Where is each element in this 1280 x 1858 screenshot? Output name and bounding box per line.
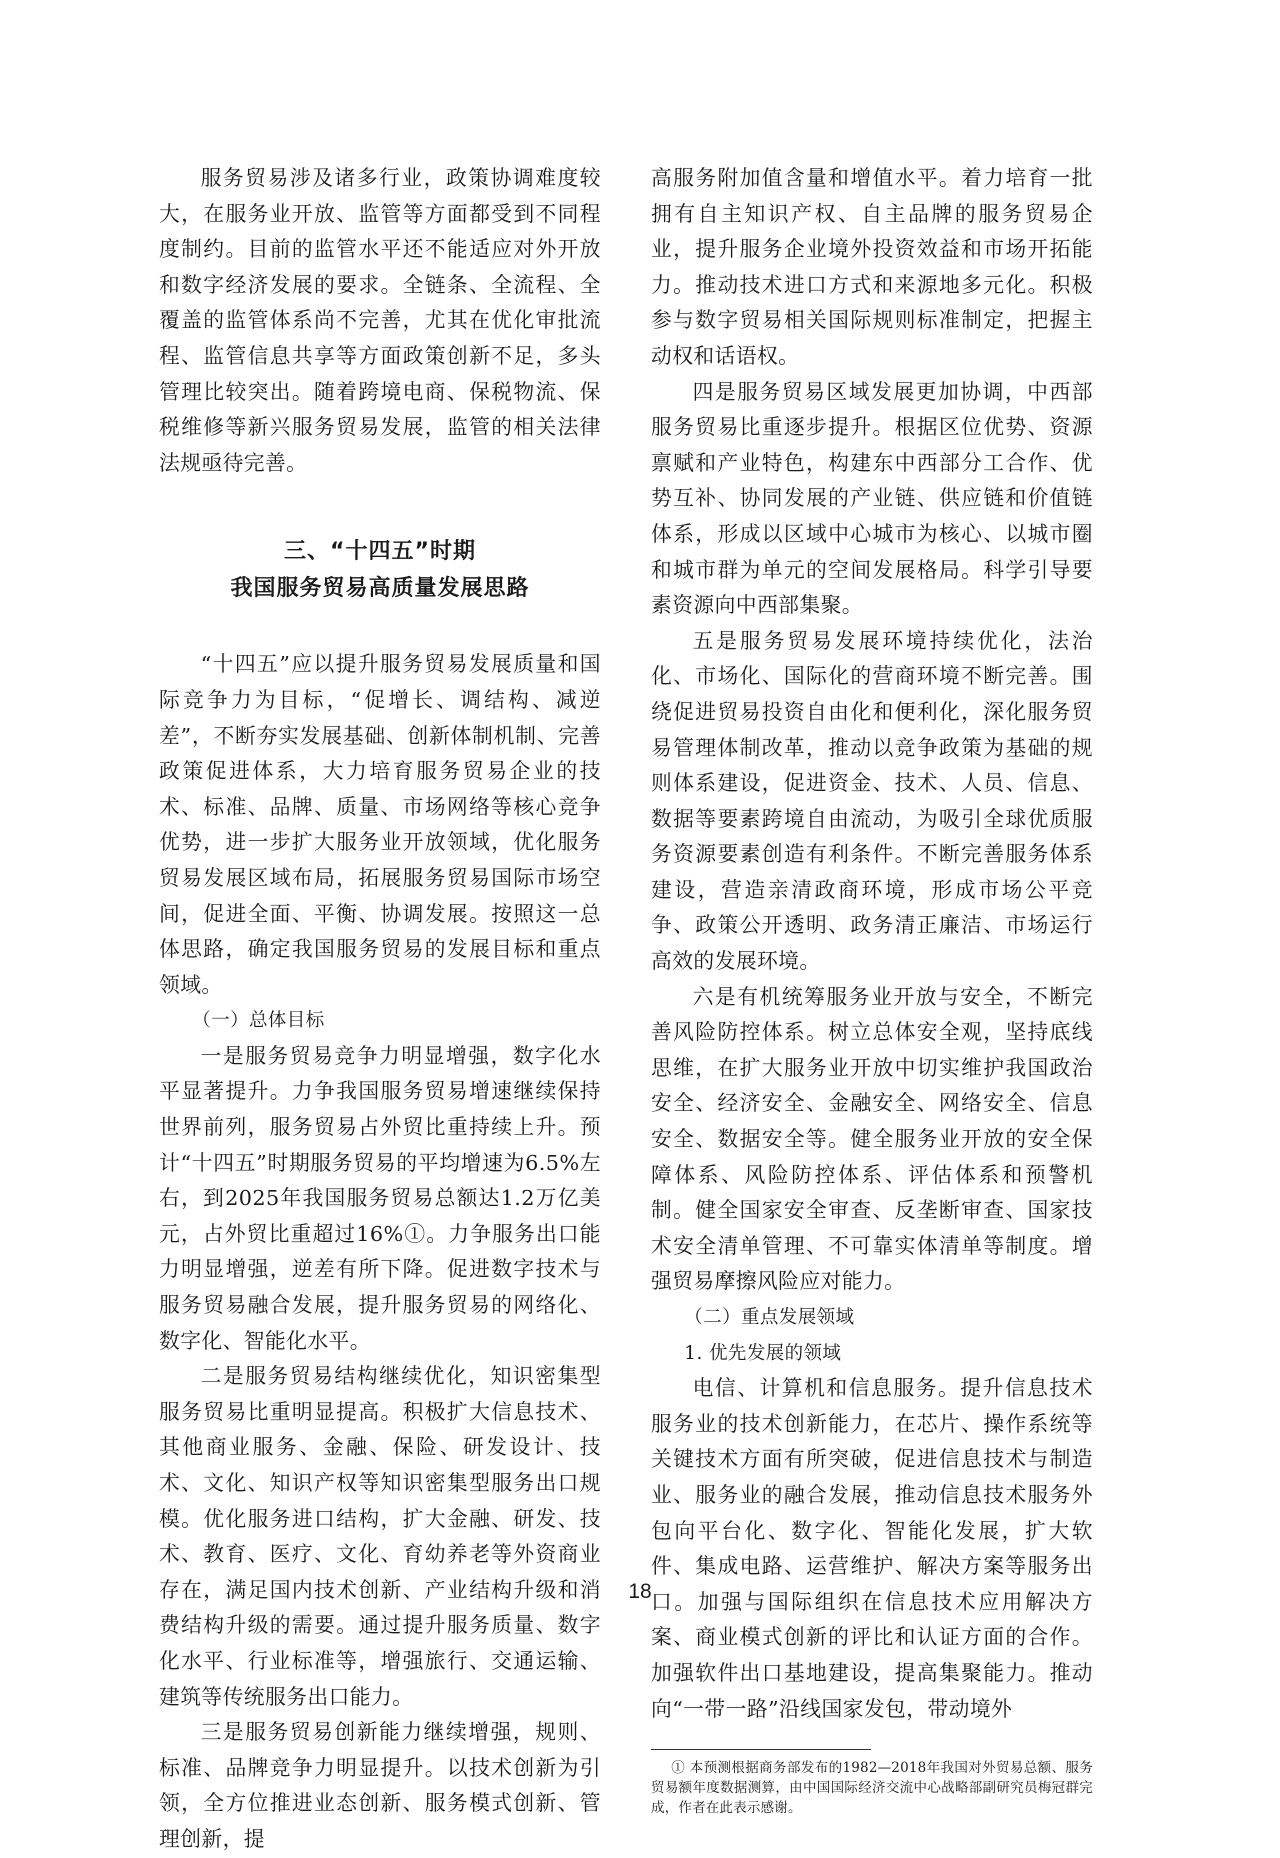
subheading: 1. 优先发展的领域 <box>684 1342 842 1364</box>
subheading: （二）重点发展领域 <box>684 1307 855 1328</box>
page-number: 18 <box>628 1580 652 1603</box>
right-column <box>651 161 1093 1818</box>
paragraph: 服务贸易涉及诸多行业，政策协调难度较大，在服务业开放、监管等方面都受到不同程度制约。目前的监管水平还不能适应对外开放和数字经济发展的要求。全链条、全流程、全覆盖的监管体系尚不完善，尤其在优化审批流程、监管信息共享等方面政策创新不足，多头管理比较突出。随着跨境电商、保税物流、保税维修等新兴服务贸易发展，监管的相关法律法规亟待完善。 <box>159 166 601 475</box>
paragraph: 四是服务贸易区域发展更加协调，中西部服务贸易比重逐步提升。根据区位优势、资源禀赋和产业特色，构建东中西部分工合作、优势互补、协同发展的产业链、供应链和价值链体系，形成以区域中心城市为核心、以城市圈和城市群为单元的空间发展格局。科学引导要素资源向中西部集聚。 <box>651 379 1093 618</box>
paragraph: 高服务附加值含量和增值水平。着力培育一批拥有自主知识产权、自主品牌的服务贸易企业，提升服务企业境外投资效益和市场开拓能力。推动技术进口方式和来源地多元化。积极参与数字贸易相关国际规则标准制定，把握主动权和话语权。 <box>651 166 1093 368</box>
paragraph: 二是服务贸易结构继续优化，知识密集型服务贸易比重明显提高。积极扩大信息技术、其他商业服务、金融、保险、研发设计、技术、文化、知识产权等知识密集型服务出口规模。优化服务进口结构，扩大金融、研发、技术、教育、医疗、文化、育幼养老等外资商业存在，满足国内技术创新、产业结构升级和消费结构升级的需要。通过提升服务质量、数字化水平、行业标准等，增强旅行、交通运输、建筑等传统服务出口能力。 <box>159 1364 601 1709</box>
paragraph: 一是服务贸易竞争力明显增强，数字化水平显著提升。力争我国服务贸易增速继续保持世界前列，服务贸易占外贸比重持续上升。预计“十四五”时期服务贸易的平均增速为6.5%左右，到2025年我国服务贸易总额达1.2万亿美元，占外贸比重超过16%①。力争服务出口能力明显增强，逆差有所下降。促进数字技术与服务贸易融合发展，提升服务贸易的网络化、数字化、智能化水平。 <box>159 1043 601 1353</box>
paragraph: 六是有机统筹服务业开放与安全，不断完善风险防控体系。树立总体安全观，坚持底线思维，在扩大服务业开放中切实维护我国政治安全、经济安全、金融安全、网络安全、信息安全、数据安全等。健全服务业开放的安全保障体系、风险防控体系、评估体系和预警机制。健全国家安全审查、反垄断审查、国家技术安全清单管理、不可靠实体清单等制度。增强贸易摩擦风险应对能力。 <box>651 984 1093 1294</box>
paragraph: “十四五”应以提升服务贸易发展质量和国际竞争力为目标，“促增长、调结构、减逆差”，不断夯实发展基础、创新体制机制、完善政策促进体系，大力培育服务贸易企业的技术、标准、品牌、质量、市场网络等核心竞争优势，进一步扩大服务业开放领域，优化服务贸易发展区域布局，拓展服务贸易国际市场空间，促进全面、平衡、协调发展。按照这一总体思路，确定我国服务贸易的发展目标和重点领域。 <box>159 652 601 997</box>
paragraph: 五是服务贸易发展环境持续优化，法治化、市场化、国际化的营商环境不断完善。围绕促进贸易投资自由化和便利化，深化服务贸易管理体制改革，推动以竞争政策为基础的规则体系建设，促进资金、技术、人员、信息、数据等要素跨境自由流动，为吸引全球优质服务资源要素创造有利条件。不断完善服务体系建设，营造亲清政商环境，形成市场公平竞争、政策公开透明、政务清正廉洁、市场运行高效的发展环境。 <box>651 628 1093 974</box>
section-heading <box>159 533 601 607</box>
heading-line: 三、“十四五”时期 <box>284 539 476 565</box>
heading-line: 我国服务贸易高质量发展思路 <box>230 576 530 602</box>
paragraph: 电信、计算机和信息服务。提升信息技术服务业的技术创新能力，在芯片、操作系统等关键技术方面有所突破，促进信息技术与制造业、服务业的融合发展，推动信息技术服务外包向平台化、数字化、智能化发展，扩大软件、集成电路、运营维护、解决方案等服务出口。加强与国际组织在信息技术应用解决方案、商业模式创新的评比和认证方面的合作。加强软件出口基地建设，提高集聚能力。推动向“一带一路”沿线国家发包，带动境外 <box>651 1376 1093 1721</box>
footnote-divider <box>651 1749 871 1750</box>
subheading: （一）总体目标 <box>192 1010 325 1032</box>
paragraph: 三是服务贸易创新能力继续增强，规则、标准、品牌竞争力明显提升。以技术创新为引领，全方位推进业态创新、服务模式创新、管理创新，提 <box>159 1720 601 1851</box>
footnote: ① 本预测根据商务部发布的1982—2018年我国对外贸易总额、服务贸易额年度数据测算，由中国国际经济交流中心战略部副研究员梅冠群完成，作者在此表示感谢。 <box>651 1760 1093 1817</box>
